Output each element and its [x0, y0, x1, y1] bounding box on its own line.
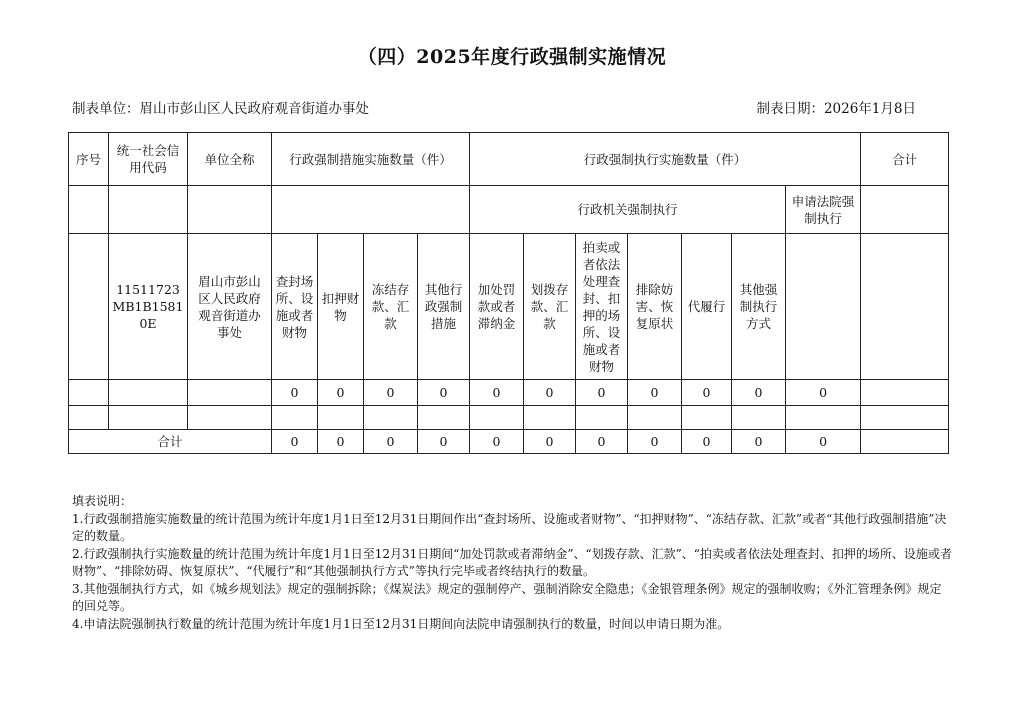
blank-cell [318, 406, 364, 430]
col-auction-dispose: 拍卖或者依法处理查封、扣押的场所、设施或者财物 [576, 234, 628, 380]
col-fine-surcharge: 加处罚款或者滞纳金 [470, 234, 524, 380]
value-cell: 0 [318, 380, 364, 406]
value-cell: 0 [418, 380, 470, 406]
header-unit-name: 单位全称 [188, 133, 272, 186]
blank-cell [861, 234, 949, 380]
value-cell: 0 [524, 380, 576, 406]
value-cell: 0 [732, 380, 786, 406]
col-remove-obstruction: 排除妨害、恢复原状 [628, 234, 682, 380]
blank-cell [69, 186, 109, 234]
blank-cell [109, 380, 188, 406]
blank-cell [69, 380, 109, 406]
entry-credit-code: 11511723MB1B15810E [109, 234, 188, 380]
total-value: 0 [364, 430, 418, 454]
total-value: 0 [418, 430, 470, 454]
col-other-measures: 其他行政强制措施 [418, 234, 470, 380]
total-value: 0 [576, 430, 628, 454]
col-other-execution: 其他强制执行方式 [732, 234, 786, 380]
blank-cell [576, 406, 628, 430]
col-transfer-deposit: 划拨存款、汇款 [524, 234, 576, 380]
page-title: （四）2025年度行政强制实施情况 [357, 46, 667, 68]
header-measures-group: 行政强制措施实施数量（件） [272, 133, 470, 186]
note-item: 3.其他强制执行方式，如《城乡规划法》规定的强制拆除；《煤炭法》规定的强制停产、强制消除安全隐患；《金银管理条例》规定的强制收购；《外汇管理条例》规定的回兑等。 [72, 581, 942, 613]
header-court-execution: 申请法院强制执行 [786, 186, 861, 234]
blank-cell [69, 234, 109, 380]
blank-cell [418, 406, 470, 430]
col-substitute-performance: 代履行 [682, 234, 732, 380]
blank-cell [69, 406, 109, 430]
blank-cell [861, 430, 949, 454]
value-cell: 0 [786, 380, 861, 406]
value-cell: 0 [364, 380, 418, 406]
value-cell: 0 [272, 380, 318, 406]
blank-cell [861, 380, 949, 406]
table-row [69, 380, 949, 406]
col-freeze-deposit: 冻结存款、汇款 [364, 234, 418, 380]
total-value: 0 [732, 430, 786, 454]
blank-cell [524, 406, 576, 430]
blank-cell [786, 406, 861, 430]
value-cell: 0 [682, 380, 732, 406]
table-row [69, 406, 949, 430]
blank-cell [109, 186, 188, 234]
blank-cell [109, 406, 188, 430]
header-credit-code: 统一社会信用代码 [109, 133, 188, 186]
report-date: 制表日期：2026年1月8日 [756, 101, 916, 117]
total-value: 0 [628, 430, 682, 454]
blank-cell [272, 406, 318, 430]
filling-instructions [72, 493, 952, 633]
blank-cell [364, 406, 418, 430]
notes-heading: 填表说明： [72, 494, 133, 508]
col-seize-property: 扣押财物 [318, 234, 364, 380]
blank-cell [786, 234, 861, 380]
blank-cell [188, 186, 272, 234]
total-value: 0 [318, 430, 364, 454]
blank-cell [272, 186, 470, 234]
blank-cell [470, 406, 524, 430]
note-item: 4.申请法院强制执行数量的统计范围为统计年度1月1日至12月31日期间向法院申请强制执行的数量，时间以申请日期为准。 [72, 616, 730, 631]
total-value: 0 [470, 430, 524, 454]
header-execution-group: 行政强制执行实施数量（件） [470, 133, 861, 186]
col-seal-property: 查封场所、设施或者财物 [272, 234, 318, 380]
blank-cell [861, 406, 949, 430]
total-value: 0 [786, 430, 861, 454]
header-total: 合计 [861, 133, 949, 186]
total-value: 0 [272, 430, 318, 454]
value-cell: 0 [628, 380, 682, 406]
total-row [69, 430, 949, 454]
blank-cell [628, 406, 682, 430]
enforcement-table [68, 132, 949, 454]
header-seq: 序号 [69, 133, 109, 186]
blank-cell [682, 406, 732, 430]
reporting-unit: 制表单位：眉山市彭山区人民政府观音街道办事处 [72, 101, 369, 117]
header-admin-execution: 行政机关强制执行 [470, 186, 786, 234]
entry-unit-name: 眉山市彭山区人民政府观音街道办事处 [188, 234, 272, 380]
total-value: 0 [682, 430, 732, 454]
total-label: 合计 [69, 430, 272, 454]
value-cell: 0 [470, 380, 524, 406]
total-value: 0 [524, 430, 576, 454]
blank-cell [861, 186, 949, 234]
blank-cell [732, 406, 786, 430]
note-item: 1.行政强制措施实施数量的统计范围为统计年度1月1日至12月31日期间作出“查封场所、设施或者财物”、“扣押财物”、“冻结存款、汇款”或者“其他行政强制措施”决定的数量。 [72, 511, 947, 543]
blank-cell [188, 380, 272, 406]
blank-cell [188, 406, 272, 430]
value-cell: 0 [576, 380, 628, 406]
note-item: 2.行政强制执行实施数量的统计范围为统计年度1月1日至12月31日期间“加处罚款或者滞纳金”、“划拨存款、汇款”、“拍卖或者依法处理查封、扣押的场所、设施或者财物”、“排除妨碍、恢复原状”、“代履行”和“其他强制执行方式”等执行完毕或者终结执行的数量。 [72, 546, 952, 578]
